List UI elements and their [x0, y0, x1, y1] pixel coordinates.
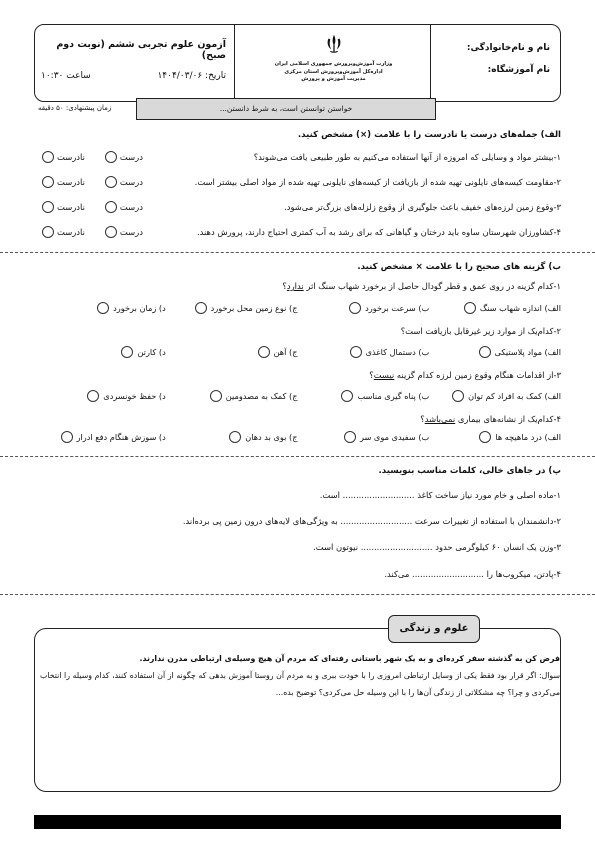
exam-time: ساعت ۱۰:۳۰ [41, 71, 91, 81]
footer-bar [34, 815, 561, 829]
exam-header [34, 24, 561, 102]
true-radio-4[interactable] [105, 226, 117, 238]
section-p-title: پ) در جاهای خالی، کلمات مناسب بنویسید. [378, 466, 561, 476]
option-b-radio[interactable] [350, 346, 362, 358]
option-d-radio[interactable] [87, 390, 99, 402]
section-divider [0, 252, 595, 253]
option-a-radio[interactable] [479, 431, 491, 443]
option-b: ب) پناه گیری مناسب [357, 391, 430, 401]
option-a-radio[interactable] [452, 390, 464, 402]
option-c-radio[interactable] [195, 302, 207, 314]
option-c-radio[interactable] [229, 431, 241, 443]
option-d: د) حفظ خونسردی [103, 391, 166, 401]
option-b: ب) دستمال کاغذی [365, 347, 430, 357]
true-label: درست [119, 152, 143, 162]
fill-blank-3: ۳-وزن یک انسان ۶۰ کیلوگرمی حدود ........................... نیوتون است. [313, 542, 561, 552]
option-d: د) سوزش هنگام دفع ادرار [76, 432, 166, 442]
mc-question-4: ۴-کدام‌یک از نشانه‌های بیماری نمی‌باشد؟ [420, 414, 561, 424]
fill-blank-2: ۲-دانشمندان با استفاده از تغییرات سرعت ........................... به ویژگی‌های لایه‌های درون زمین پی برده‌اند. [182, 516, 561, 526]
option-b-radio[interactable] [349, 302, 361, 314]
science-life-intro: فرض کن به گذشته سفر کرده‌ای و به یک شهر باستانی رفته‌ای که مردم آن هیچ وسیله‌ی ارتباطی مدرن ندارند. [139, 654, 560, 663]
science-life-tab: علوم و زندگی [388, 615, 480, 643]
option-a: الف) اندازه شهاب سنگ [479, 303, 561, 313]
exam-title: آزمون علوم تجربی ششم (نوبت دوم صبح) [56, 39, 226, 61]
ministry-line-3: مدیریت آموزش و پرورش [301, 76, 366, 82]
false-radio-1[interactable] [42, 151, 54, 163]
student-info [430, 25, 560, 100]
name-label: نام و نام‌خانوادگی: [466, 43, 550, 53]
option-d: د) زمان برخورد [113, 303, 166, 313]
option-c: ج) کمک به مصدومین [225, 391, 298, 401]
mc-question-1: ۱-کدام گزینه در روی عمق و قطر گودال حاصل از برخورد شهاب سنگ اثر ندارد؟ [282, 281, 561, 291]
ministry-line-1: وزارت آموزش‌وپرورش جمهوری اسلامی ایران [274, 61, 393, 67]
tf-options-2 [42, 176, 143, 188]
exam-info [35, 25, 235, 100]
tf-question-2: ۲-مقاومت کیسه‌های نایلونی تهیه شده از بازیافت از کیسه‌های نایلونی تهیه شده از مواد اصلی بیشتر است. [194, 177, 561, 187]
option-c: ج) نوع زمین محل برخورد [210, 303, 298, 313]
iran-emblem-icon [323, 33, 345, 55]
true-radio-3[interactable] [105, 201, 117, 213]
true-label: درست [119, 227, 143, 237]
option-b-radio[interactable] [341, 390, 353, 402]
mc-options-2 [34, 346, 561, 358]
tf-options-1 [42, 151, 143, 163]
false-radio-4[interactable] [42, 226, 54, 238]
false-radio-2[interactable] [42, 176, 54, 188]
section-a-title: الف) جمله‌های درست یا نادرست را با علامت (×) مشخص کنید. [297, 130, 561, 140]
option-c: ج) بوی بد دهان [245, 432, 298, 442]
false-label: نادرست [57, 152, 85, 162]
true-radio-2[interactable] [105, 176, 117, 188]
false-label: نادرست [57, 202, 85, 212]
section-b-title: ب) گزینه های صحیح را با علامت × مشخص کنید. [357, 262, 561, 272]
mc-question-2: ۲-کدام‌یک از موارد زیر غیرقابل بازیافت است؟ [400, 326, 561, 336]
option-a: الف) مواد پلاستیکی [494, 347, 561, 357]
false-radio-3[interactable] [42, 201, 54, 213]
option-c: ج) آهن [273, 347, 298, 357]
mc-options-4 [34, 431, 561, 443]
option-a-radio[interactable] [464, 302, 476, 314]
option-a-radio[interactable] [479, 346, 491, 358]
option-d-radio[interactable] [61, 431, 73, 443]
option-c-radio[interactable] [210, 390, 222, 402]
tf-question-1: ۱-بیشتر مواد و وسایلی که امروزه از آنها استفاده می‌کنیم به طور طبیعی یافت می‌شوند؟ [253, 152, 561, 162]
section-divider [0, 594, 595, 595]
mc-options-1 [34, 302, 561, 314]
exam-date: تاریخ: ۱۴۰۴/۰۳/۰۶ [157, 71, 226, 81]
tf-options-4 [42, 226, 143, 238]
tf-question-3: ۳-وقوع زمین لرزه‌های خفیف باعث جلوگیری از وقوع زلزله‌های بزرگ‌تر می‌شود. [284, 202, 561, 212]
true-radio-1[interactable] [105, 151, 117, 163]
option-a: الف) کمک به افراد کم توان [468, 391, 561, 401]
school-label: نام آموزشگاه: [487, 65, 550, 75]
mc-question-3: ۳-از اقدامات هنگام وقوع زمین لرزه کدام گزینه نیست؟ [369, 370, 561, 380]
false-label: نادرست [57, 227, 85, 237]
mc-options-3 [34, 390, 561, 402]
science-life-text [40, 650, 560, 701]
ministry-block [235, 29, 432, 99]
option-d: د) کارتن [137, 347, 166, 357]
motto-banner: خواستن توانستن است، به شرط دانستن... [136, 98, 436, 120]
option-b: ب) سفیدی موی سر [359, 432, 430, 442]
fill-blank-4: ۴-پادتن، میکروب‌ها را ........................... می‌کند. [384, 569, 561, 579]
option-a: الف) درد ماهیچه ها [495, 432, 561, 442]
ministry-line-2: اداره‌کل آموزش‌وپرورش استان مرکزی [284, 68, 383, 75]
suggested-duration: زمان پیشنهادی: ۵۰ دقیقه [38, 104, 112, 112]
fill-blank-1: ۱-ماده اصلی و خام مورد نیاز ساخت کاغذ ........................... است. [319, 490, 561, 500]
tf-question-4: ۴-کشاورزان شهرستان ساوه باید درختان و گیاهانی که برای رشد به آب کمتری احتیاج دارند، پرورش دهند. [196, 227, 561, 237]
science-life-question: سوال: اگر قرار بود فقط یکی از وسایل ارتباطی امروزی را با خودت ببری و به مردم آن روستا آموزش بدهی که چگونه از آن استفاده کنند، کدام وسیله را انتخاب می‌کردی و چرا؟ چه مشکلاتی از زندگی آن‌ها را با این وسیله حل می‌کردی؟ توضیح بده... [40, 671, 560, 697]
true-label: درست [119, 177, 143, 187]
true-label: درست [119, 202, 143, 212]
option-d-radio[interactable] [121, 346, 133, 358]
option-b-radio[interactable] [344, 431, 356, 443]
option-b: ب) سرعت برخورد [365, 303, 430, 313]
option-d-radio[interactable] [97, 302, 109, 314]
option-c-radio[interactable] [258, 346, 270, 358]
tf-options-3 [42, 201, 143, 213]
section-divider [0, 456, 595, 457]
false-label: نادرست [57, 177, 85, 187]
